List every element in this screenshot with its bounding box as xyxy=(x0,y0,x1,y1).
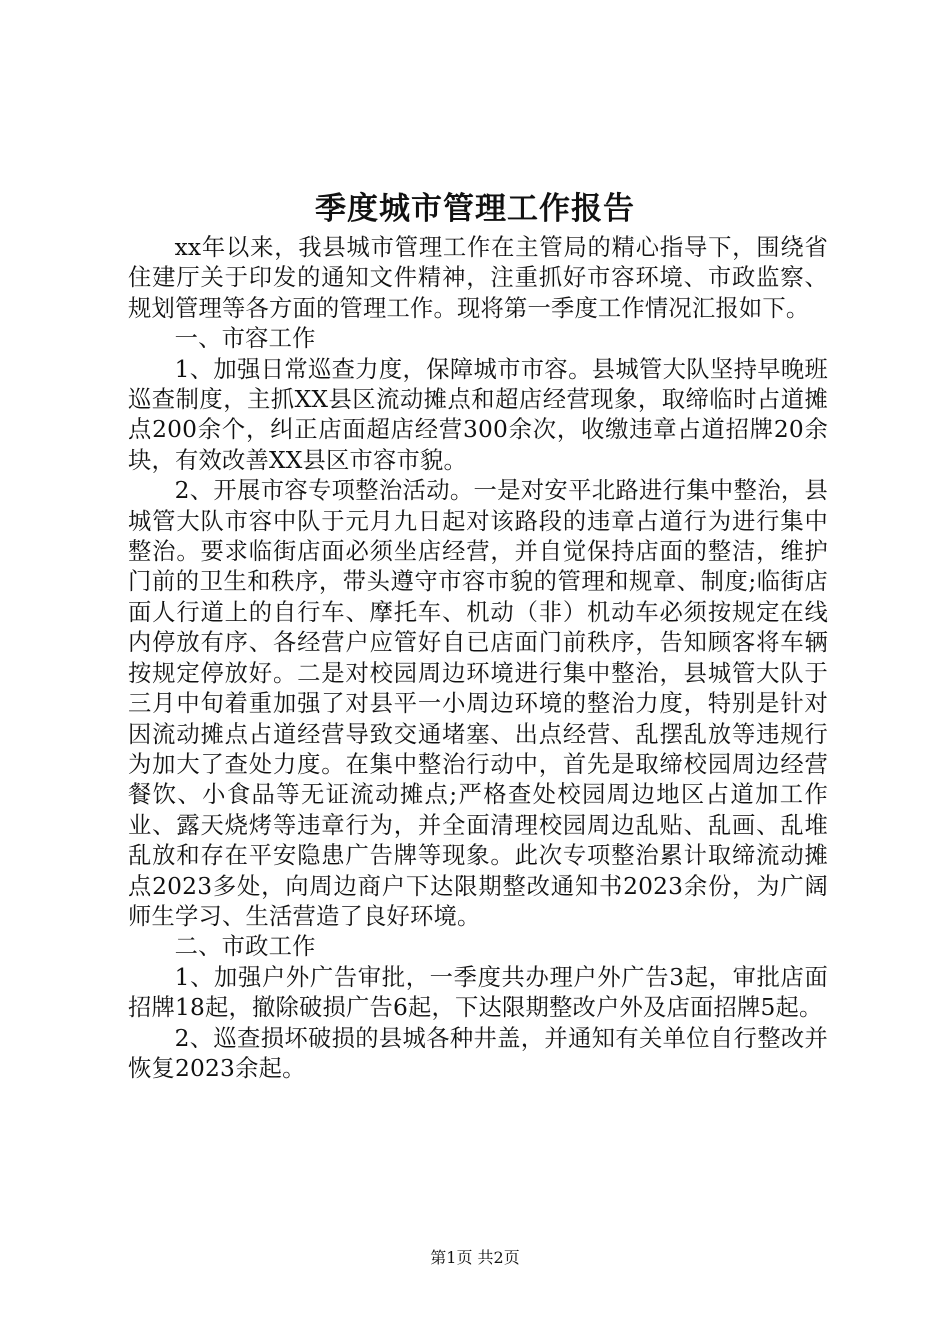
paragraph-daily-patrol: 1、加强日常巡查力度，保障城市市容。县城管大队坚持早晚班巡查制度，主抓XX县区流动摊点和超店经营现象，取缔临时占道摊点200余个，纠正店面超店经营300余次，收缴违章占道招牌20余块，有效改善XX县区市容市貌。 xyxy=(128,355,828,474)
paragraph-outdoor-ads: 1、加强户外广告审批，一季度共办理户外广告3起，审批店面招牌18起，撤除破损广告6起，下达限期整改户外及店面招牌5起。 xyxy=(128,963,828,1022)
document-body xyxy=(128,233,828,1084)
page-footer: 第1页 共2页 xyxy=(430,1248,520,1267)
paragraph-special-rectification: 2、开展市容专项整治活动。一是对安平北路进行集中整治，县城管大队市容中队于元月九日起对该路段的违章占道行为进行集中整治。要求临街店面必须坐店经营，并自觉保持店面的整洁，维护门前的卫生和秩序，带头遵守市容市貌的管理和规章、制度;临街店面人行道上的自行车、摩托车、机动（非）机动车必须按规定在线内停放有序、各经营户应管好自已店面门前秩序，告知顾客将车辆按规定停放好。二是对校园周边环境进行集中整治，县城管大队于三月中旬着重加强了对县平一小周边环境的整治力度，特别是针对因流动摊点占道经营导致交通堵塞、出点经营、乱摆乱放等违规行为加大了查处力度。在集中整治行动中，首先是取缔校园周边经营餐饮、小食品等无证流动摊点;严格查处校园周边地区占道加工作业、露天烧烤等违章行为，并全面清理校园周边乱贴、乱画、乱堆乱放和存在平安隐患广告牌等现象。此次专项整治累计取缔流动摊点2023多处，向周边商户下达限期整改通知书2023余份，为广阔师生学习、生活营造了良好环境。 xyxy=(128,477,828,930)
intro-paragraph: xx年以来，我县城市管理工作在主管局的精心指导下，围绕省住建厅关于印发的通知文件精神，注重抓好市容环境、市政监察、规划管理等各方面的管理工作。现将第一季度工作情况汇报如下。 xyxy=(128,234,828,322)
document-title: 季度城市管理工作报告 xyxy=(315,191,635,227)
section-heading-municipal: 二、市政工作 xyxy=(174,933,316,961)
paragraph-manhole-covers: 2、巡查损坏破损的县城各种井盖，并通知有关单位自行整改并恢复2023余起。 xyxy=(128,1024,828,1082)
section-heading-city-appearance: 一、市容工作 xyxy=(174,325,316,353)
